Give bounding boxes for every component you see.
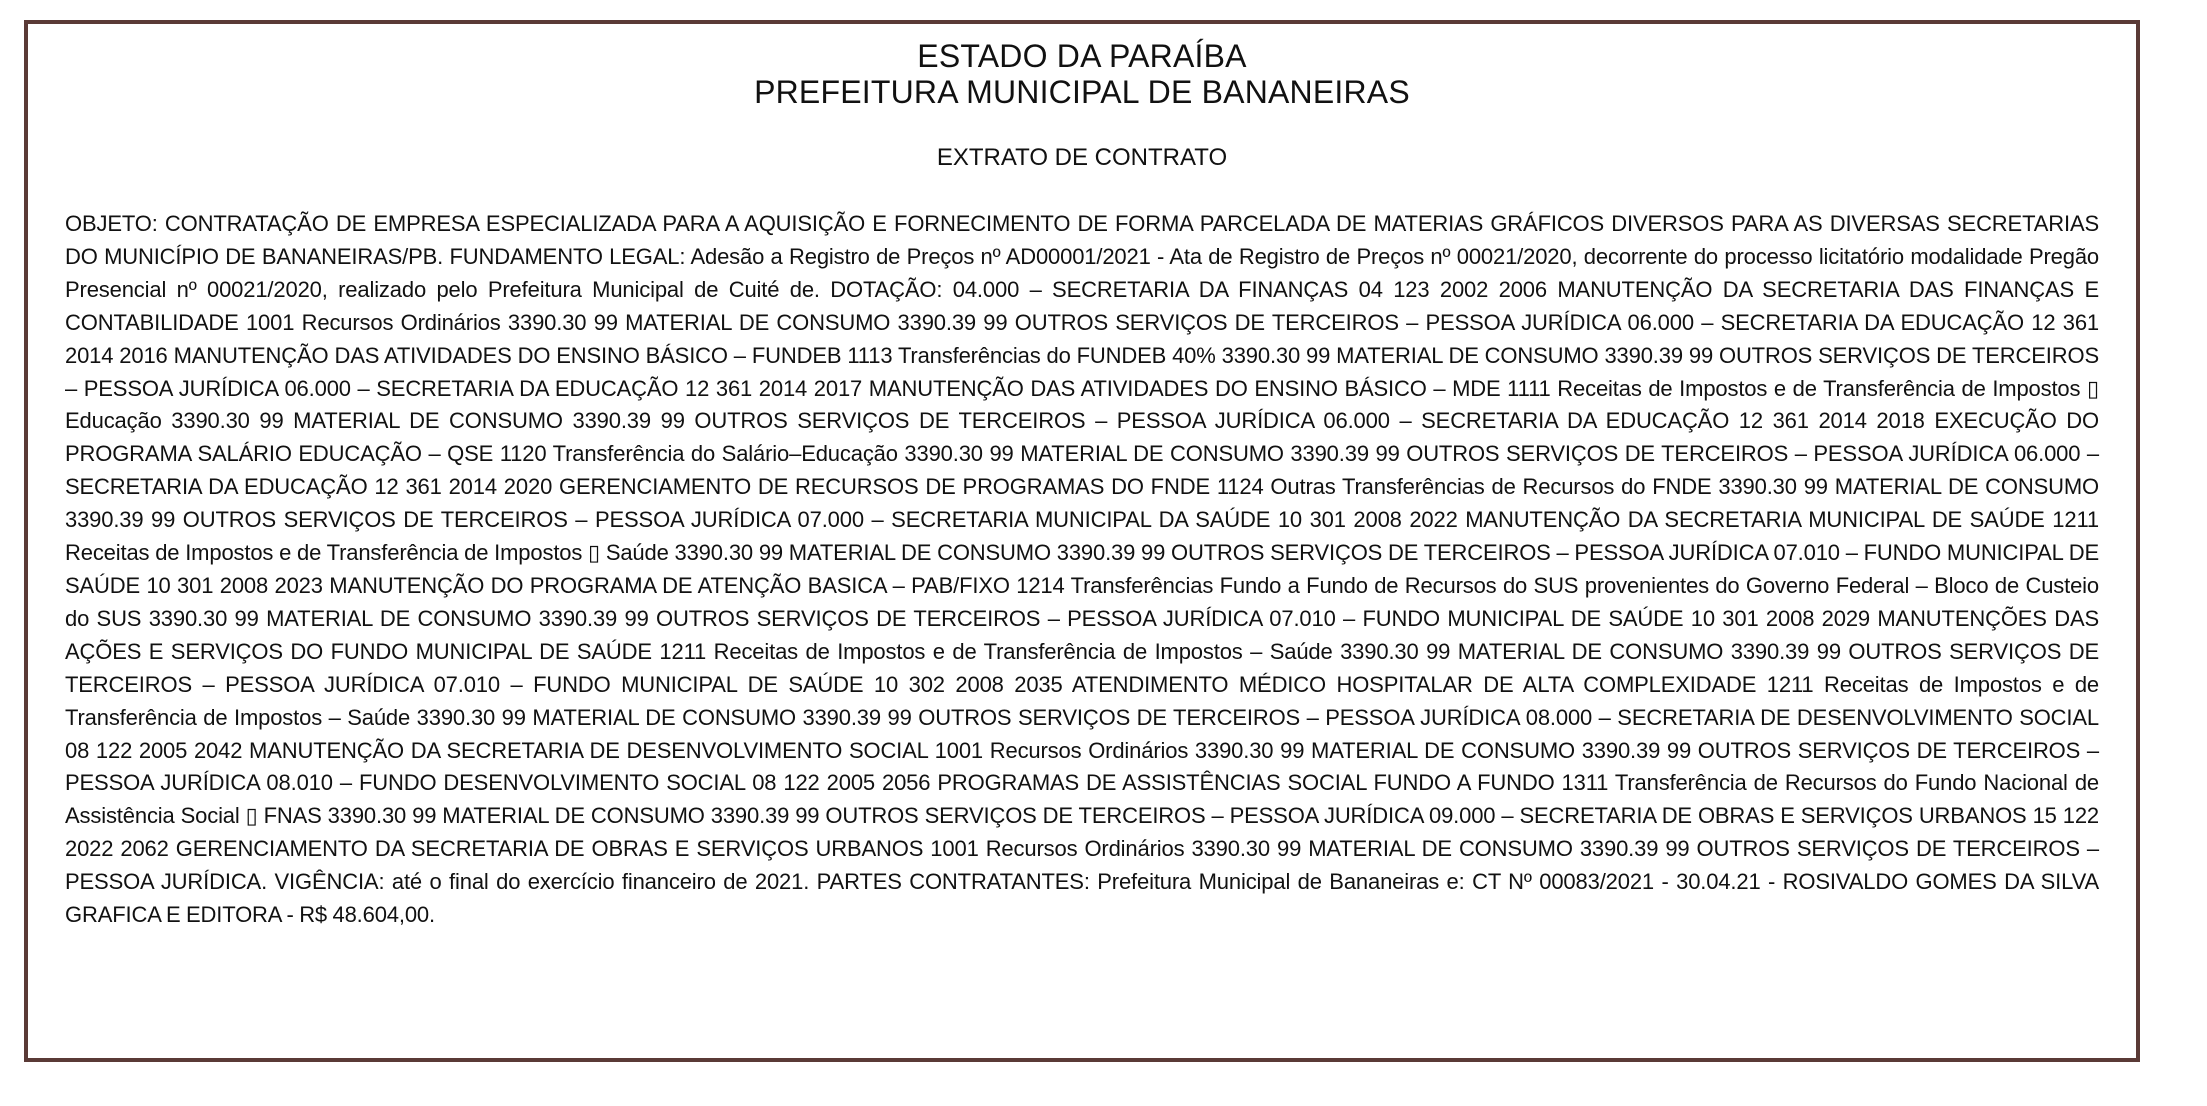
state-name: ESTADO DA PARAÍBA	[917, 38, 1247, 74]
document-header	[28, 38, 2136, 110]
document-title: EXTRATO DE CONTRATO	[936, 144, 1228, 171]
municipality-name: PREFEITURA MUNICIPAL DE BANANEIRAS	[754, 74, 1410, 110]
contract-body-text: OBJETO: CONTRATAÇÃO DE EMPRESA ESPECIALIZADA PARA A AQUISIÇÃO E FORNECIMENTO DE FORMA PARCELADA DE MATERIAS GRÁFICOS DIVERSOS PARA AS DIVERSAS SECRETARIAS DO MUNICÍPIO DE BANANEIRAS/PB. FUNDAMENTO LEGAL: Adesão a Registro de Preços nº AD00001/2021 - Ata de Registro de Preços nº 00021/2020, decorrente do processo licitatório modalidade Pregão Presencial nº 00021/2020, realizado pelo Prefeitura Municipal de Cuité de. DOTAÇÃO: 04.000 – SECRETARIA DA FINANÇAS 04 123 2002 2006 MANUTENÇÃO DA SECRETARIA DAS FINANÇAS E CONTABILIDADE 1001 Recursos Ordinários 3390.30 99 MATERIAL DE CONSUMO 3390.39 99 OUTROS SERVIÇOS DE TERCEIROS – PESSOA JURÍDICA 06.000 – SECRETARIA DA EDUCAÇÃO 12 361 2014 2016 MANUTENÇÃO DAS ATIVIDADES DO ENSINO BÁSICO – FUNDEB 1113 Transferências do FUNDEB 40% 3390.30 99 MATERIAL DE CONSUMO 3390.39 99 OUTROS SERVIÇOS DE TERCEIROS – PESSOA JURÍDICA 06.000 – SECRETARIA DA EDUCAÇÃO 12 361 2014 2017 MANUTENÇÃO DAS ATIVIDADES DO ENSINO BÁSICO – MDE 1111 Receitas de Impostos e de Transferência de Impostos ▯ Educação 3390.30 99 MATERIAL DE CONSUMO 3390.39 99 OUTROS SERVIÇOS DE TERCEIROS – PESSOA JURÍDICA 06.000 – SECRETARIA DA EDUCAÇÃO 12 361 2014 2018 EXECUÇÃO DO PROGRAMA SALÁRIO EDUCAÇÃO – QSE 1120 Transferência do Salário–Educação 3390.30 99 MATERIAL DE CONSUMO 3390.39 99 OUTROS SERVIÇOS DE TERCEIROS – PESSOA JURÍDICA 06.000 – SECRETARIA DA EDUCAÇÃO 12 361 2014 2020 GERENCIAMENTO DE RECURSOS DE PROGRAMAS DO FNDE 1124 Outras Transferências de Recursos do FNDE 3390.30 99 MATERIAL DE CONSUMO 3390.39 99 OUTROS SERVIÇOS DE TERCEIROS – PESSOA JURÍDICA 07.000 – SECRETARIA MUNICIPAL DA SAÚDE 10 301 2008 2022 MANUTENÇÃO DA SECRETARIA MUNICIPAL DE SAÚDE 1211 Receitas de Impostos e de Transferência de Impostos ▯ Saúde 3390.30 99 MATERIAL DE CONSUMO 3390.39 99 OUTROS SERVIÇOS DE TERCEIROS – PESSOA JURÍDICA 07.010 – FUNDO MUNICIPAL DE SAÚDE 10 301 2008 2023 MANUTENÇÃO DO PROGRAMA DE ATENÇÃO BASICA – PAB/FIXO 1214 Transferências Fundo a Fundo de Recursos do SUS provenientes do Governo Federal – Bloco de Custeio do SUS 3390.30 99 MATERIAL DE CONSUMO 3390.39 99 OUTROS SERVIÇOS DE TERCEIROS – PESSOA JURÍDICA 07.010 – FUNDO MUNICIPAL DE SAÚDE 10 301 2008 2029 MANUTENÇÕES DAS AÇÕES E SERVIÇOS DO FUNDO MUNICIPAL DE SAÚDE 1211 Receitas de Impostos e de Transferência de Impostos – Saúde 3390.30 99 MATERIAL DE CONSUMO 3390.39 99 OUTROS SERVIÇOS DE TERCEIROS – PESSOA JURÍDICA 07.010 – FUNDO MUNICIPAL DE SAÚDE 10 302 2008 2035 ATENDIMENTO MÉDICO HOSPITALAR DE ALTA COMPLEXIDADE 1211 Receitas de Impostos e de Transferência de Impostos – Saúde 3390.30 99 MATERIAL DE CONSUMO 3390.39 99 OUTROS SERVIÇOS DE TERCEIROS – PESSOA JURÍDICA 08.000 – SECRETARIA DE DESENVOLVIMENTO SOCIAL 08 122 2005 2042 MANUTENÇÃO DA SECRETARIA DE DESENVOLVIMENTO SOCIAL 1001 Recursos Ordinários 3390.30 99 MATERIAL DE CONSUMO 3390.39 99 OUTROS SERVIÇOS DE TERCEIROS – PESSOA JURÍDICA 08.010 – FUNDO DESENVOLVIMENTO SOCIAL 08 122 2005 2056 PROGRAMAS DE ASSISTÊNCIAS SOCIAL FUNDO A FUNDO 1311 Transferência de Recursos do Fundo Nacional de Assistência Social ▯ FNAS 3390.30 99 MATERIAL DE CONSUMO 3390.39 99 OUTROS SERVIÇOS DE TERCEIROS – PESSOA JURÍDICA 09.000 – SECRETARIA DE OBRAS E SERVIÇOS URBANOS 15 122 2022 2062 GERENCIAMENTO DA SECRETARIA DE OBRAS E SERVIÇOS URBANOS 1001 Recursos Ordinários 3390.30 99 MATERIAL DE CONSUMO 3390.39 99 OUTROS SERVIÇOS DE TERCEIROS – PESSOA JURÍDICA. VIGÊNCIA: até o final do exercício financeiro de 2021. PARTES CONTRATANTES: Prefeitura Municipal de Bananeiras e: CT Nº 00083/2021 - 30.04.21 - ROSIVALDO GOMES DA SILVA GRAFICA E EDITORA - R$ 48.604,00.	[65, 211, 2099, 928]
document-frame	[24, 20, 2140, 1062]
